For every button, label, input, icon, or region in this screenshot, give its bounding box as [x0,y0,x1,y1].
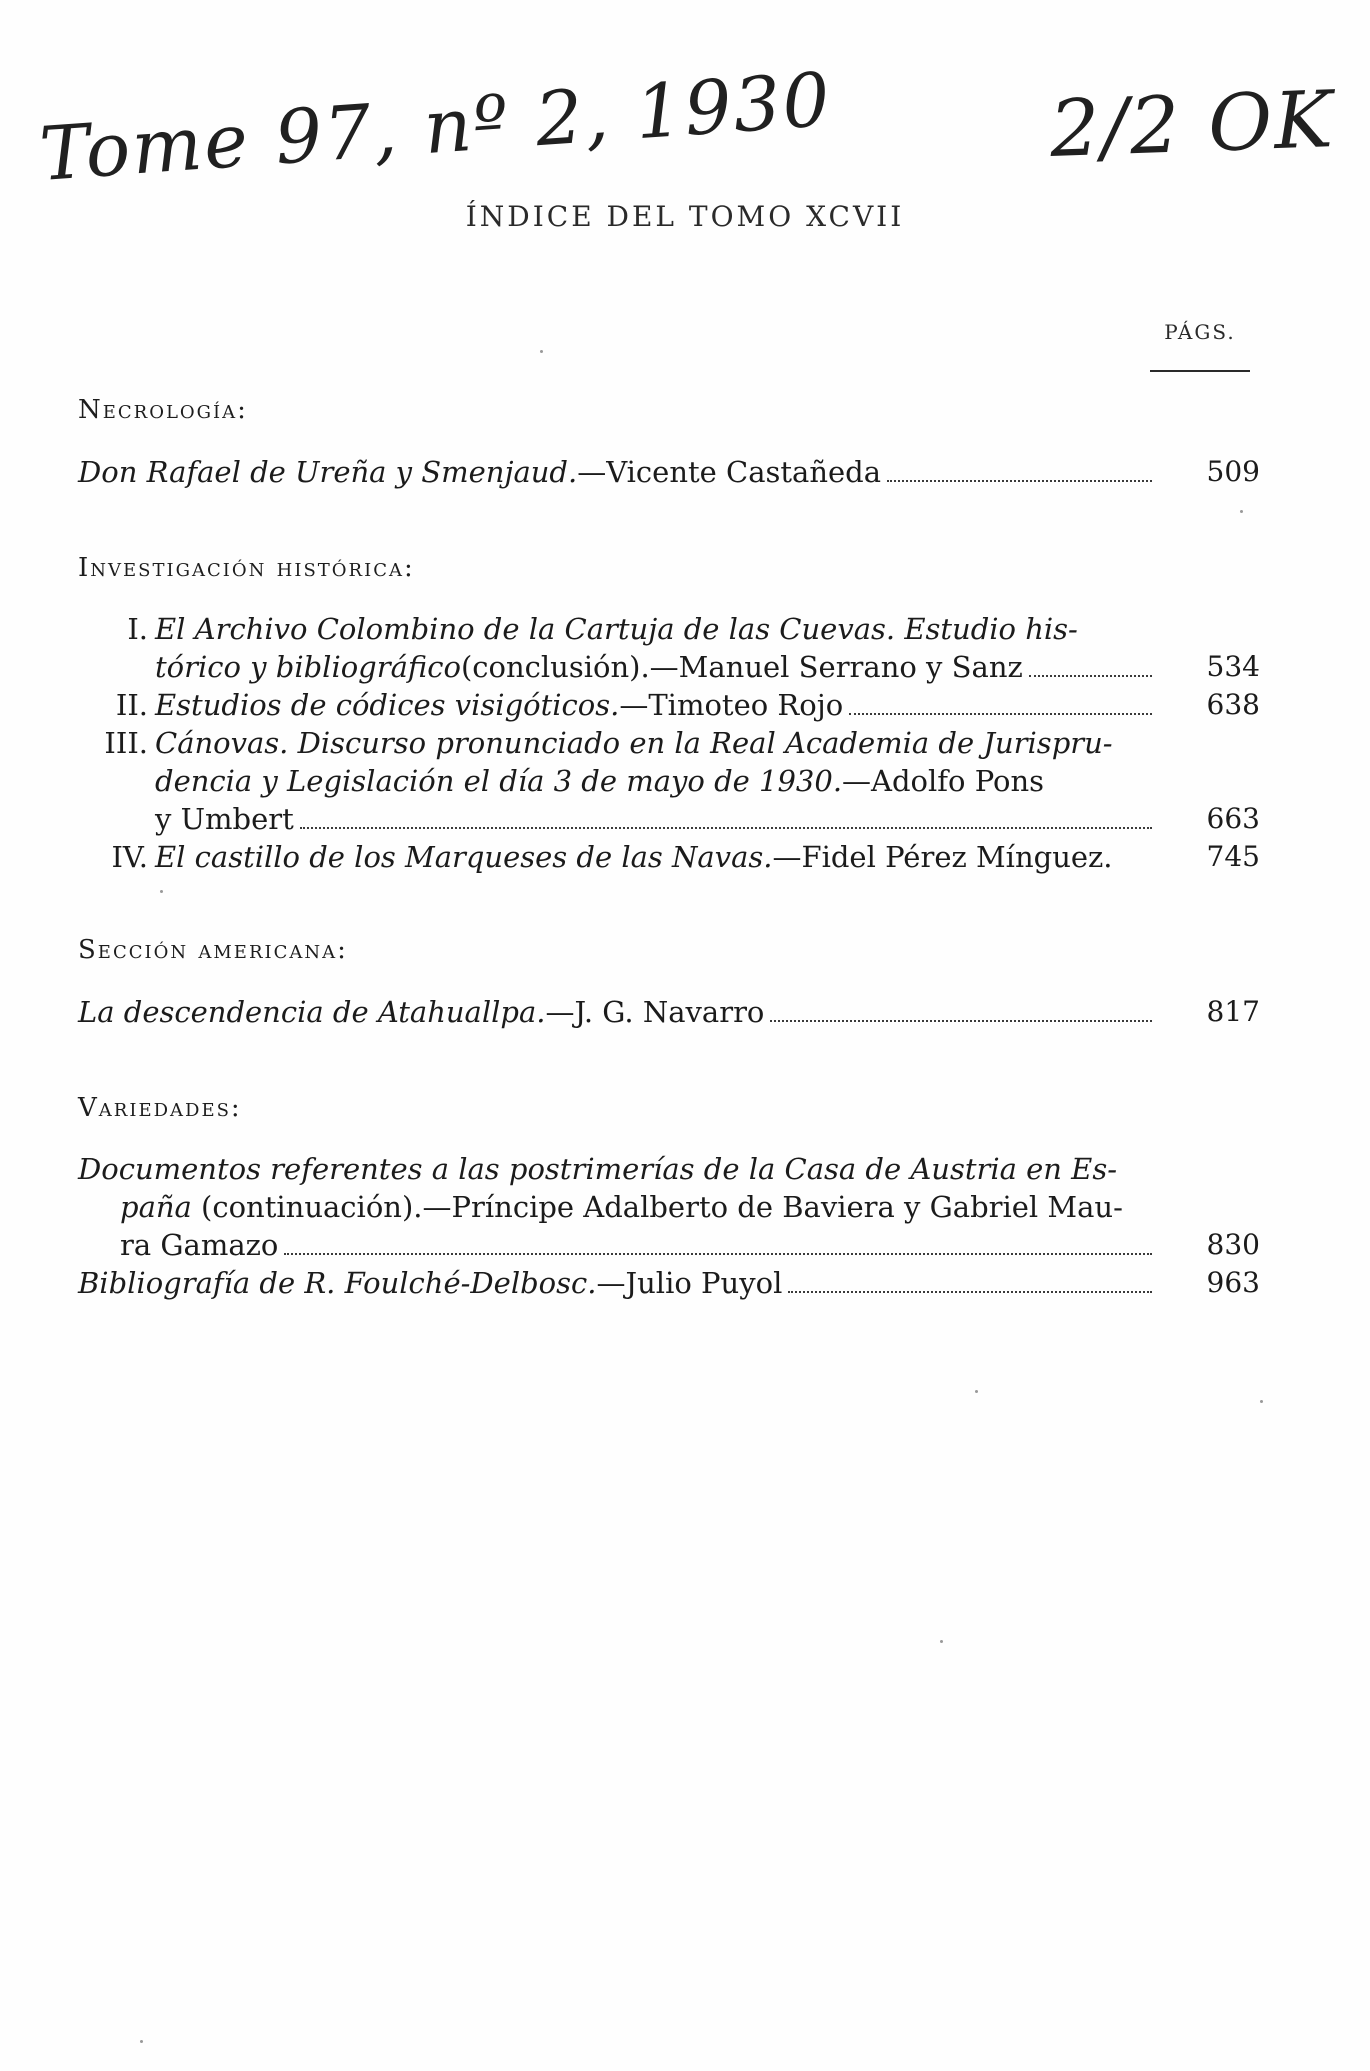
entry-page-number: 534 [1206,650,1260,683]
dot-leader [1029,674,1152,677]
entry-page-number: 638 [1206,688,1260,721]
entry-page-number: 509 [1206,455,1260,488]
entry-title-continued: dencia y Legislación el día 3 de mayo de 1930. [155,764,843,798]
toc-entry-atahuallpa [78,993,1158,1031]
handwritten-check-note: 2/2 OK [1048,75,1336,175]
entry-author: —Adolfo Pons [842,764,1045,798]
entry-title: El castillo de los Marqueses de las Navas. [155,840,773,874]
entry-title-line-2 [155,762,1158,800]
entry-author: —J. G. Navarro [545,995,765,1029]
entry-title-line-2: tórico y bibliográfico [155,650,461,684]
entry-title: Don Rafael de Ureña y Smenjaud. [78,455,578,489]
entry-numeral: III. [104,726,148,760]
section-title-variedades: Variedades: [78,1093,242,1123]
entry-note-author: (continuación).—Príncipe Adalberto de Baviera y Gabriel Mau- [191,1190,1123,1224]
entry-author: —Julio Puyol [596,1266,783,1300]
toc-entry-documentos-austria [120,1226,1158,1264]
entry-numeral: I. [127,612,148,646]
toc-entry-ureña [78,453,1158,491]
entry-title-line-1: Cánovas. Discurso pronunciado en la Real Academia de Jurispru- [155,726,1113,760]
dot-leader [887,479,1152,482]
entry-title-continued: paña [120,1190,192,1224]
toc-entry-foulche-delbosc [78,1264,1158,1302]
scan-speck [1240,510,1243,513]
scan-speck [160,890,163,893]
entry-page-number: 817 [1206,995,1260,1028]
entry-title: La descendencia de Atahuallpa. [78,995,546,1029]
toc-entry-codices [155,686,1158,724]
entry-page-number: 963 [1206,1266,1260,1299]
dot-leader [788,1290,1152,1293]
scan-speck [540,350,543,353]
entry-numeral: II. [115,688,148,722]
scan-speck [1260,1400,1263,1403]
toc-entry-castillo [155,838,1158,876]
toc-entry-canovas [155,800,1158,838]
entry-author: —Fidel Pérez Mínguez. [772,840,1113,874]
entry-title: Bibliografía de R. Foulché-Delbosc. [78,1266,597,1300]
entry-note-author: (conclusión).—Manuel Serrano y Sanz [460,650,1023,684]
dot-leader [849,712,1152,715]
entry-author-continued: y Umbert [155,802,294,836]
page-title: ÍNDICE DEL TOMO XCVII [465,200,905,233]
toc-entry-archivo-colombino [155,648,1158,686]
dot-leader [300,826,1152,829]
dot-leader [770,1019,1152,1022]
entry-title-line-1: El Archivo Colombino de la Cartuja de las Cuevas. Estudio his- [155,612,1078,646]
entry-title-line-1: Documentos referentes a las postrimerías de la Casa de Austria en Es- [78,1152,1118,1186]
section-title-necrologia: Necrología: [78,395,248,425]
handwritten-volume-note: Tome 97, nº 2, 1930 [37,56,835,198]
entry-page-number: 663 [1206,802,1260,835]
dot-leader [284,1252,1152,1255]
entry-author-continued: ra Gamazo [120,1228,279,1262]
pages-column-header: PÁGS. [1164,320,1236,344]
scan-speck [940,1640,943,1643]
scan-speck [975,1390,978,1393]
entry-page-number: 830 [1206,1228,1260,1261]
entry-numeral: IV. [111,840,148,874]
pages-header-rule [1150,370,1250,372]
entry-title-line-2 [120,1188,1158,1226]
entry-author: —Timoteo Rojo [619,688,844,722]
section-title-americana: Sección americana: [78,935,348,965]
scan-speck [140,2040,143,2043]
entry-author: Vicente Castañeda [606,455,882,489]
section-title-investigacion: Investigación histórica: [78,553,415,583]
entry-title: Estudios de códices visigóticos. [155,688,620,722]
entry-page-number: 745 [1206,840,1260,873]
entry-dash: — [577,455,607,489]
